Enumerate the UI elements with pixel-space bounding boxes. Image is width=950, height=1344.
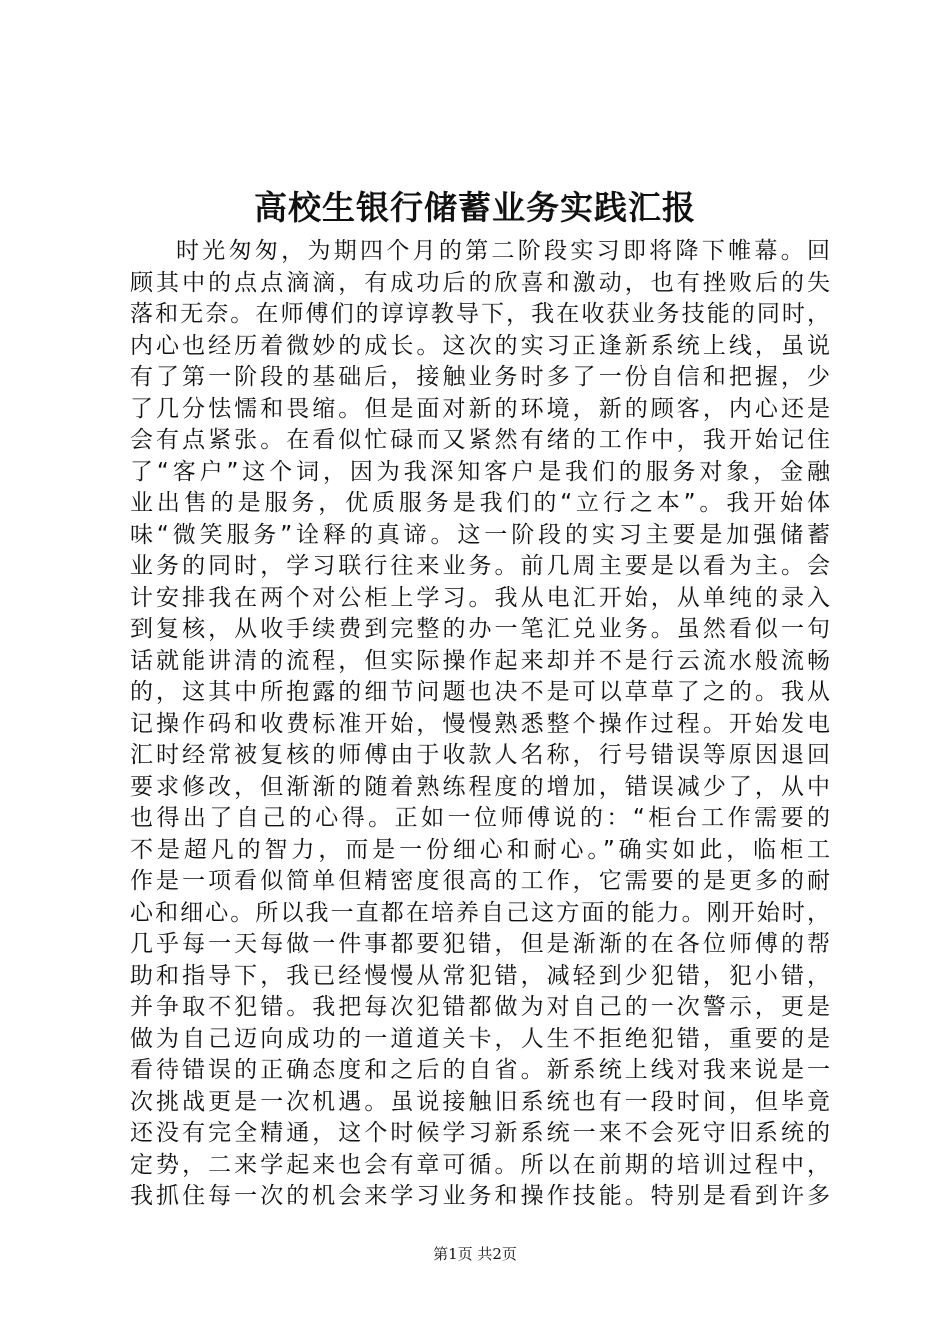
body-text-line: 也得出了自己的心得。正如一位师傅说的：“柜台工作需要的 xyxy=(130,805,830,831)
body-text-line: 还没有完全精通，这个时候学习新系统一来不会死守旧系统的 xyxy=(130,1120,830,1146)
body-text-line: 的，这其中所抱露的细节问题也决不是可以草草了之的。我从 xyxy=(130,679,830,705)
body-text-line: 心和细心。所以我一直都在培养自己这方面的能力。刚开始时， xyxy=(130,899,830,926)
body-text-line: 做为自己迈向成功的一道道关卡，人生不拒绝犯错，重要的是 xyxy=(130,1025,830,1052)
body-text-line: 业出售的是服务，优质服务是我们的“立行之本”。我开始体 xyxy=(130,490,830,516)
body-text-line: 顾其中的点点滴滴，有成功后的欣喜和激动，也有挫败后的失 xyxy=(130,269,830,296)
body-text-line: 助和指导下，我已经慢慢从常犯错，减轻到少犯错，犯小错， xyxy=(130,962,830,989)
body-text-line: 几乎每一天每做一件事都要犯错，但是渐渐的在各位师傅的帮 xyxy=(130,931,830,957)
body-text-line: 了“客户”这个词，因为我深知客户是我们的服务对象，金融 xyxy=(130,458,830,485)
body-text-line: 作是一项看似简单但精密度很高的工作，它需要的是更多的耐 xyxy=(130,868,830,894)
body-text-line: 内心也经历着微妙的成长。这次的实习正逢新系统上线，虽说 xyxy=(130,332,830,359)
body-text-line: 并争取不犯错。我把每次犯错都做为对自己的一次警示，更是 xyxy=(130,994,830,1020)
body-text-line: 了几分怯懦和畏缩。但是面对新的环境，新的顾客，内心还是 xyxy=(130,395,830,422)
body-text-line: 计安排我在两个对公柜上学习。我从电汇开始，从单纯的录入 xyxy=(130,584,830,611)
body-text-line: 不是超凡的智力，而是一份细心和耐心。”确实如此，临柜工 xyxy=(130,836,830,863)
body-text-line: 定势，二来学起来也会有章可循。所以在前期的培训过程中， xyxy=(130,1151,830,1178)
body-text-line: 我抓住每一次的机会来学习业务和操作技能。特别是看到许多 xyxy=(130,1183,830,1209)
body-text-line: 次挑战更是一次机遇。虽说接触旧系统也有一段时间，但毕竟 xyxy=(130,1088,830,1115)
body-text-line: 会有点紧张。在看似忙碌而又紧然有绪的工作中，我开始记住 xyxy=(130,427,830,453)
body-text-line: 看待错误的正确态度和之后的自省。新系统上线对我来说是一 xyxy=(130,1057,830,1083)
document-title: 高校生银行储蓄业务实践汇报 xyxy=(254,188,696,227)
body-text-line: 业务的同时，学习联行往来业务。前几周主要是以看为主。会 xyxy=(130,553,830,579)
body-text-line: 有了第一阶段的基础后，接触业务时多了一份自信和把握，少 xyxy=(130,364,830,390)
body-text-line: 到复核，从收手续费到完整的办一笔汇兑业务。虽然看似一句 xyxy=(130,616,830,642)
body-text-line: 话就能讲清的流程，但实际操作起来却并不是行云流水般流畅 xyxy=(130,647,830,674)
page-number-footer: 第1页 共2页 xyxy=(433,1245,517,1263)
body-text-line: 时光匆匆，为期四个月的第二阶段实习即将降下帷幕。回 xyxy=(176,238,830,264)
body-text-line: 落和无奈。在师傅们的谆谆教导下，我在收获业务技能的同时， xyxy=(130,301,830,327)
body-text-line: 味“微笑服务”诠释的真谛。这一阶段的实习主要是加强储蓄 xyxy=(130,521,830,548)
body-text-line: 要求修改，但渐渐的随着熟练程度的增加，错误减少了，从中 xyxy=(130,773,830,800)
body-text-line: 记操作码和收费标准开始，慢慢熟悉整个操作过程。开始发电 xyxy=(130,710,830,737)
body-text-line: 汇时经常被复核的师傅由于收款人名称，行号错误等原因退回 xyxy=(130,742,830,768)
document-body xyxy=(130,236,830,1213)
